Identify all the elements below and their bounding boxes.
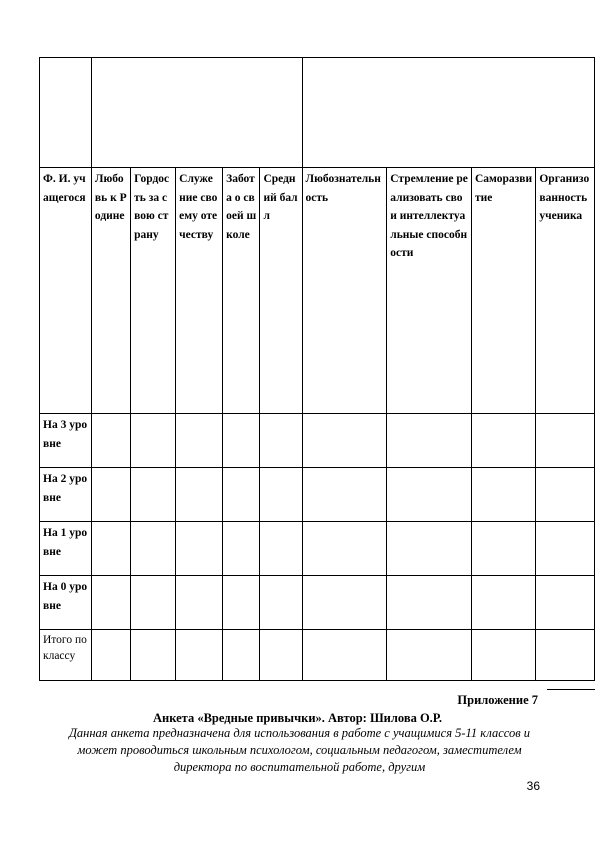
column-header: Саморазвитие xyxy=(471,168,535,414)
table-cell xyxy=(387,630,472,681)
table-row xyxy=(40,522,595,576)
table-cell xyxy=(302,576,387,630)
table-cell xyxy=(131,630,176,681)
table-cell xyxy=(176,522,223,576)
table-cell xyxy=(387,576,472,630)
table-header-row xyxy=(40,168,595,414)
assessment-table xyxy=(39,57,595,681)
table-cell xyxy=(302,522,387,576)
table-cell xyxy=(536,522,595,576)
table-cell xyxy=(176,414,223,468)
column-header: Забота о своей школе xyxy=(223,168,260,414)
table-cell xyxy=(471,468,535,522)
table-cell xyxy=(471,414,535,468)
column-header: Гордость за свою страну xyxy=(131,168,176,414)
table-cell xyxy=(536,414,595,468)
row-label: На 1 уровне xyxy=(40,522,92,576)
table-cell xyxy=(131,468,176,522)
table-cell xyxy=(387,414,472,468)
table-cell xyxy=(223,468,260,522)
table-cell xyxy=(536,468,595,522)
survey-title: Анкета «Вредные привычки». Автор: Шилова О.Р. xyxy=(152,711,443,725)
table-cell xyxy=(260,576,302,630)
table-cell xyxy=(471,630,535,681)
table-cell xyxy=(40,58,92,168)
table-cell xyxy=(223,414,260,468)
column-header: Стремление реализовать свои интеллектуальные способности xyxy=(387,168,472,414)
table-cell xyxy=(260,414,302,468)
table-cell xyxy=(302,630,387,681)
survey-description: Данная анкета предназначена для использования в работе с учащимися 5-11 классов и может проводиться школьным психологом, социальным педагогом, заместителем директора по воспитательной работе, другим xyxy=(68,726,531,774)
table-cell xyxy=(176,630,223,681)
table-cell xyxy=(131,522,176,576)
divider-line xyxy=(547,689,595,690)
table-cell xyxy=(536,630,595,681)
table-cell xyxy=(91,630,130,681)
table-cell xyxy=(387,522,472,576)
table-row xyxy=(40,630,595,681)
table-cell xyxy=(471,522,535,576)
table-cell xyxy=(302,468,387,522)
group-header-cell xyxy=(302,58,594,168)
table-cell xyxy=(260,630,302,681)
row-label: На 3 уровне xyxy=(40,414,92,468)
table-row xyxy=(40,414,595,468)
table-cell xyxy=(536,576,595,630)
row-label: Итого по классу xyxy=(40,630,92,681)
table-cell xyxy=(223,630,260,681)
table-row xyxy=(40,576,595,630)
table-cell xyxy=(260,522,302,576)
column-header: Организованность ученика xyxy=(536,168,595,414)
table-cell xyxy=(176,468,223,522)
table-cell xyxy=(131,576,176,630)
table-cell xyxy=(260,468,302,522)
table-cell xyxy=(131,414,176,468)
table-cell xyxy=(302,414,387,468)
column-header: Любознательность xyxy=(302,168,387,414)
table-cell xyxy=(471,576,535,630)
table-cell xyxy=(223,522,260,576)
group-header-cell xyxy=(91,58,302,168)
page-number: 36 xyxy=(526,779,540,793)
column-header: Средний балл xyxy=(260,168,302,414)
table-cell xyxy=(91,576,130,630)
table-cell xyxy=(91,522,130,576)
table-cell xyxy=(387,468,472,522)
row-label: На 2 уровне xyxy=(40,468,92,522)
column-header: Ф. И. учащегося xyxy=(40,168,92,414)
table-row xyxy=(40,468,595,522)
row-label: На 0 уровне xyxy=(40,576,92,630)
table-top-row xyxy=(40,58,595,168)
column-header: Служение своему отечеству xyxy=(176,168,223,414)
appendix-label: Приложение 7 xyxy=(457,693,538,707)
table-cell xyxy=(91,468,130,522)
table-cell xyxy=(223,576,260,630)
table-cell xyxy=(91,414,130,468)
column-header: Любовь к Родине xyxy=(91,168,130,414)
table-cell xyxy=(176,576,223,630)
